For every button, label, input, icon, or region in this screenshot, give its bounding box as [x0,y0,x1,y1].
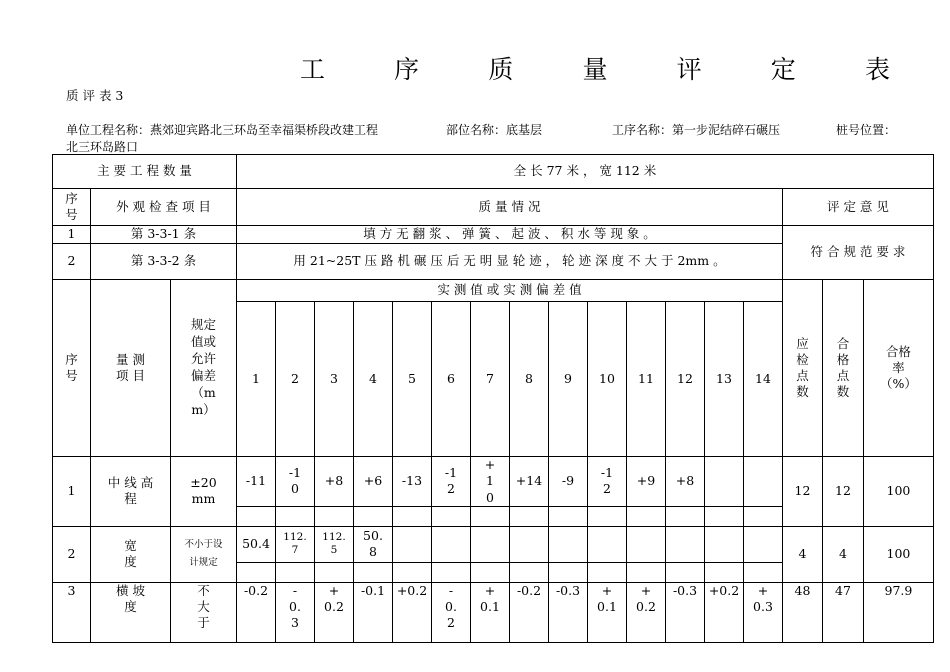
measure-value: +8 [666,457,705,507]
title-char: 量 [582,55,608,84]
measure-row-item: 宽 度 [91,526,171,582]
measure-value [705,457,744,507]
seq-label: 序号 [53,189,91,226]
measure-row-item: 中 线 高 程 [91,457,171,527]
passed-points: 12 [823,457,864,527]
measure-value [393,526,432,562]
measure-value [432,526,471,562]
station-label: 桩号位置： [836,123,897,137]
measure-value: +0.2 [393,582,432,642]
measure-value: +10 [471,457,510,507]
measure-value [549,526,588,562]
point-col: 3 [315,302,354,457]
measure-value: 112.5 [315,526,354,562]
measure-value: +8 [315,457,354,507]
measure-value: 50.8 [354,526,393,562]
point-col: 5 [393,302,432,457]
point-col: 13 [705,302,744,457]
pass-rate: 100 [864,457,934,527]
measure-value [627,526,666,562]
station-value: 北三环岛路口 [66,140,139,154]
measure-value: -0.2 [237,582,276,642]
measure-value: -9 [549,457,588,507]
title-char: 定 [770,55,796,84]
point-col: 10 [588,302,627,457]
process-name: 工序名称：第一步泥结碎石碾压 [612,123,781,137]
measure-value: +9 [627,457,666,507]
main-quantity-value: 全 长 77 米 ， 宽 112 米 [237,155,934,189]
measure-value [744,526,783,562]
point-col: 14 [744,302,783,457]
required-points: 4 [783,526,823,582]
measure-value: -12 [588,457,627,507]
measure-seq-label: 序号 [53,280,91,457]
title-char: 序 [394,55,420,84]
visual-row-no: 1 [53,226,91,244]
point-col: 12 [666,302,705,457]
unit-project-name: 单位工程名称：燕郊迎宾路北三环岛至幸福渠桥段改建工程 [66,123,379,137]
measure-value: +6 [354,457,393,507]
point-col: 4 [354,302,393,457]
measure-item-label: 量 测 项 目 [91,280,171,457]
measure-value [744,457,783,507]
pass-rate: 97.9 [864,582,934,642]
measure-row-no: 1 [53,457,91,527]
point-col: 8 [510,302,549,457]
title-char: 表 [864,55,890,84]
measure-value: +0.2 [627,582,666,642]
measure-value: -12 [432,457,471,507]
measure-row-item: 横 坡 度 [91,582,171,642]
measure-value: -0.3 [666,582,705,642]
spec-label: 规定值或允许偏差（mm） [171,280,237,457]
measure-value [588,526,627,562]
point-col: 7 [471,302,510,457]
passed-points: 4 [823,526,864,582]
required-points: 12 [783,457,823,527]
visual-row-desc: 填 方 无 翻 浆 、 弹 簧 、 起 波 、 积 水 等 现 象 。 [237,226,783,244]
form-number: 质 评 表 3 [66,88,124,103]
visual-row-item: 第 3-3-2 条 [91,244,237,280]
measure-row-spec: 不大于 [171,582,237,642]
measure-row-spec: 不小于设计规定 [171,526,237,582]
visual-row-no: 2 [53,244,91,280]
measure-row-no: 3 [53,582,91,642]
measured-values-label: 实 测 值 或 实 测 偏 差 值 [237,280,783,302]
point-col: 9 [549,302,588,457]
pass-rate: 100 [864,526,934,582]
measure-value [705,526,744,562]
title-char: 质 [488,55,514,84]
measure-value: 50.4 [237,526,276,562]
passed-points-label: 合格点数 [823,280,864,457]
form-title [300,48,890,88]
pass-rate-label: 合格率（%） [864,280,934,457]
measure-value [510,526,549,562]
point-col: 1 [237,302,276,457]
measure-value: +0.2 [705,582,744,642]
measure-value: -0.3 [549,582,588,642]
visual-row-desc: 用 21~25T 压 路 机 碾 压 后 无 明 显 轮 迹 ， 轮 迹 深 度 不 大 于 2mm 。 [237,244,783,280]
measure-value: -10 [276,457,315,507]
measure-value: -0.3 [276,582,315,642]
measure-value [471,526,510,562]
measure-value: -13 [393,457,432,507]
measure-value: +0.3 [744,582,783,642]
point-col: 11 [627,302,666,457]
measure-value: +0.2 [315,582,354,642]
measure-value [666,526,705,562]
measure-row-no: 2 [53,526,91,582]
required-points-label: 应检点数 [783,280,823,457]
measure-value: 112.7 [276,526,315,562]
point-col: 2 [276,302,315,457]
visual-row-item: 第 3-3-1 条 [91,226,237,244]
quality-label: 质 量 情 况 [237,189,783,226]
part-name: 部位名称：底基层 [446,123,543,137]
measure-value: +0.1 [588,582,627,642]
visual-item-label: 外 观 检 查 项 目 [91,189,237,226]
measure-value: +14 [510,457,549,507]
passed-points: 47 [823,582,864,642]
main-quantity-label: 主 要 工 程 数 量 [53,155,237,189]
evaluation-value: 符 合 规 范 要 求 [783,226,934,280]
measure-value: -0.2 [432,582,471,642]
title-char: 工 [300,55,326,84]
point-col: 6 [432,302,471,457]
measure-value: -11 [237,457,276,507]
measure-row-spec: ±20 mm [171,457,237,527]
measure-value: -0.1 [354,582,393,642]
quality-evaluation-table [52,154,934,643]
required-points: 48 [783,582,823,642]
evaluation-label: 评 定 意 见 [783,189,934,226]
title-char: 评 [676,55,702,84]
measure-value: -0.2 [510,582,549,642]
measure-value: +0.1 [471,582,510,642]
